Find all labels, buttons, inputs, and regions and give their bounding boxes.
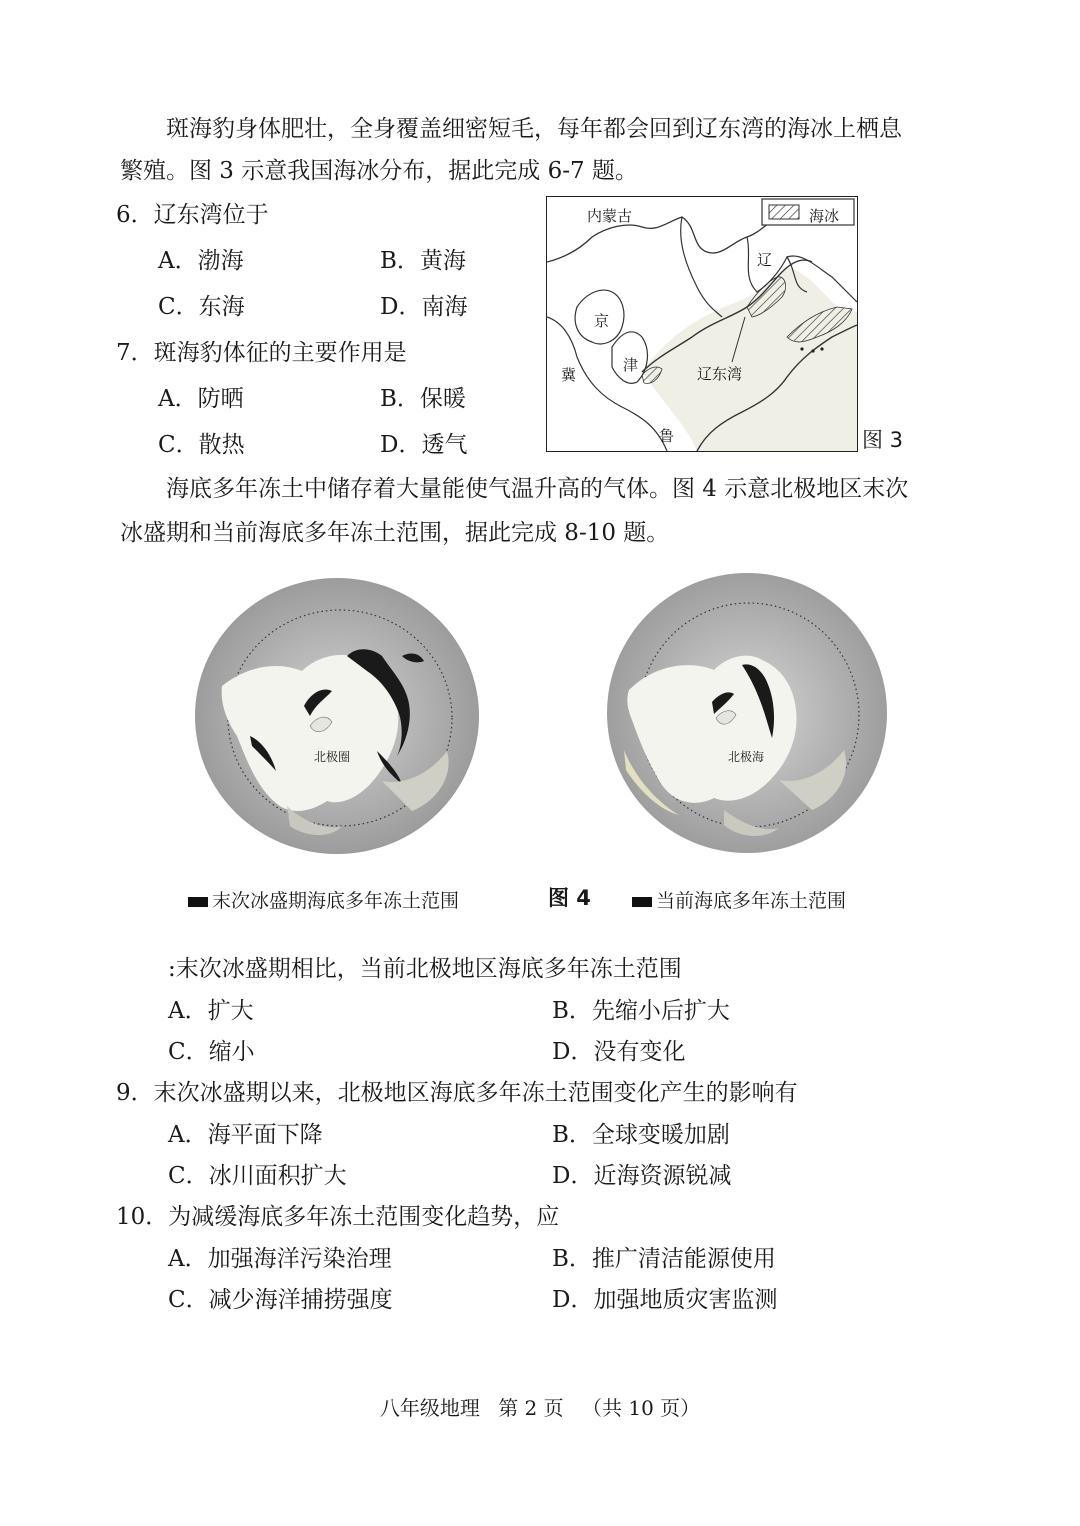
q6-option-a: A．渤海 — [158, 248, 244, 274]
intro2-line2: 冰盛期和当前海底多年冻土范围，据此完成 8-10 题。 — [120, 520, 670, 546]
q7-option-a: A．防晒 — [158, 386, 244, 412]
intro1-line2: 繁殖。图 3 示意我国海冰分布，据此完成 6-7 题。 — [120, 158, 638, 184]
map3-label-jin: 津 — [623, 356, 639, 374]
q10-option-b: B．推广清洁能源使用 — [552, 1246, 776, 1272]
q6-option-b: B．黄海 — [380, 248, 466, 274]
q7-option-d: D．透气 — [380, 432, 468, 458]
q9-option-d: D．近海资源锐减 — [552, 1163, 732, 1189]
q8-option-c: C．缩小 — [168, 1039, 255, 1065]
footer-total-pages: （共 10 页） — [582, 1396, 701, 1420]
q8-option-a: A．扩大 — [168, 998, 254, 1024]
q8-option-b: B．先缩小后扩大 — [552, 998, 730, 1024]
map3-legend-label: 海冰 — [809, 207, 840, 225]
q8-option-d: D．没有变化 — [552, 1039, 686, 1065]
footer-subject: 八年级地理 — [379, 1396, 480, 1420]
figure3-caption: 图 3 — [862, 428, 904, 452]
map3-label-liao: 辽 — [757, 251, 773, 269]
intro2-line1: 海底多年冻土中储存着大量能使气温升高的气体。图 4 示意北极地区末次 — [166, 476, 909, 502]
globe-left-label: 北极圈 — [314, 750, 351, 764]
q6-stem: 6．辽东湾位于 — [116, 202, 269, 228]
footer-page-number: 第 2 页 — [498, 1396, 564, 1420]
q7-option-c: C．散热 — [158, 432, 245, 458]
map3-label-liaodongwan: 辽东湾 — [697, 365, 743, 383]
map3-label-lu: 鲁 — [659, 427, 675, 445]
intro1-line1: 斑海豹身体肥壮，全身覆盖细密短毛，每年都会回到辽东湾的海冰上栖息 — [166, 116, 902, 142]
figure4-globe-right — [604, 570, 890, 856]
q7-option-b: B．保暖 — [380, 386, 466, 412]
q9-option-b: B．全球变暖加剧 — [552, 1122, 730, 1148]
q9-stem: 9．末次冰盛期以来，北极地区海底多年冻土范围变化产生的影响有 — [116, 1080, 798, 1106]
figure4-legend-right — [632, 892, 846, 911]
legend-swatch-left — [188, 897, 208, 907]
globe-right-label: 北极海 — [728, 750, 765, 764]
page-footer — [0, 1392, 1080, 1421]
map3-label-jing: 京 — [594, 312, 610, 330]
q8-stem: :末次冰盛期相比，当前北极地区海底多年冻土范围 — [168, 956, 682, 982]
q10-option-d: D．加强地质灾害监测 — [552, 1287, 778, 1313]
q6-option-d: D．南海 — [380, 294, 468, 320]
q9-option-c: C．冰川面积扩大 — [168, 1163, 347, 1189]
figure4-legend-left — [188, 892, 459, 911]
legend-right-label: 当前海底多年冻土范围 — [656, 890, 847, 912]
q10-stem: 10．为减缓海底多年冻土范围变化趋势，应 — [116, 1204, 560, 1230]
figure4-globe-left — [192, 576, 482, 856]
figure3-map — [546, 196, 858, 452]
q9-option-a: A．海平面下降 — [168, 1122, 323, 1148]
q7-stem: 7．斑海豹体征的主要作用是 — [116, 340, 407, 366]
map3-label-neimenggu: 内蒙古 — [587, 207, 633, 225]
q10-option-a: A．加强海洋污染治理 — [168, 1246, 392, 1272]
legend-swatch-right — [632, 897, 652, 907]
map3-label-ji: 冀 — [561, 366, 577, 384]
q10-option-c: C．减少海洋捕捞强度 — [168, 1287, 393, 1313]
q6-option-c: C．东海 — [158, 294, 245, 320]
legend-left-label: 末次冰盛期海底多年冻土范围 — [212, 890, 460, 912]
figure4-caption: 图 4 — [548, 886, 591, 910]
